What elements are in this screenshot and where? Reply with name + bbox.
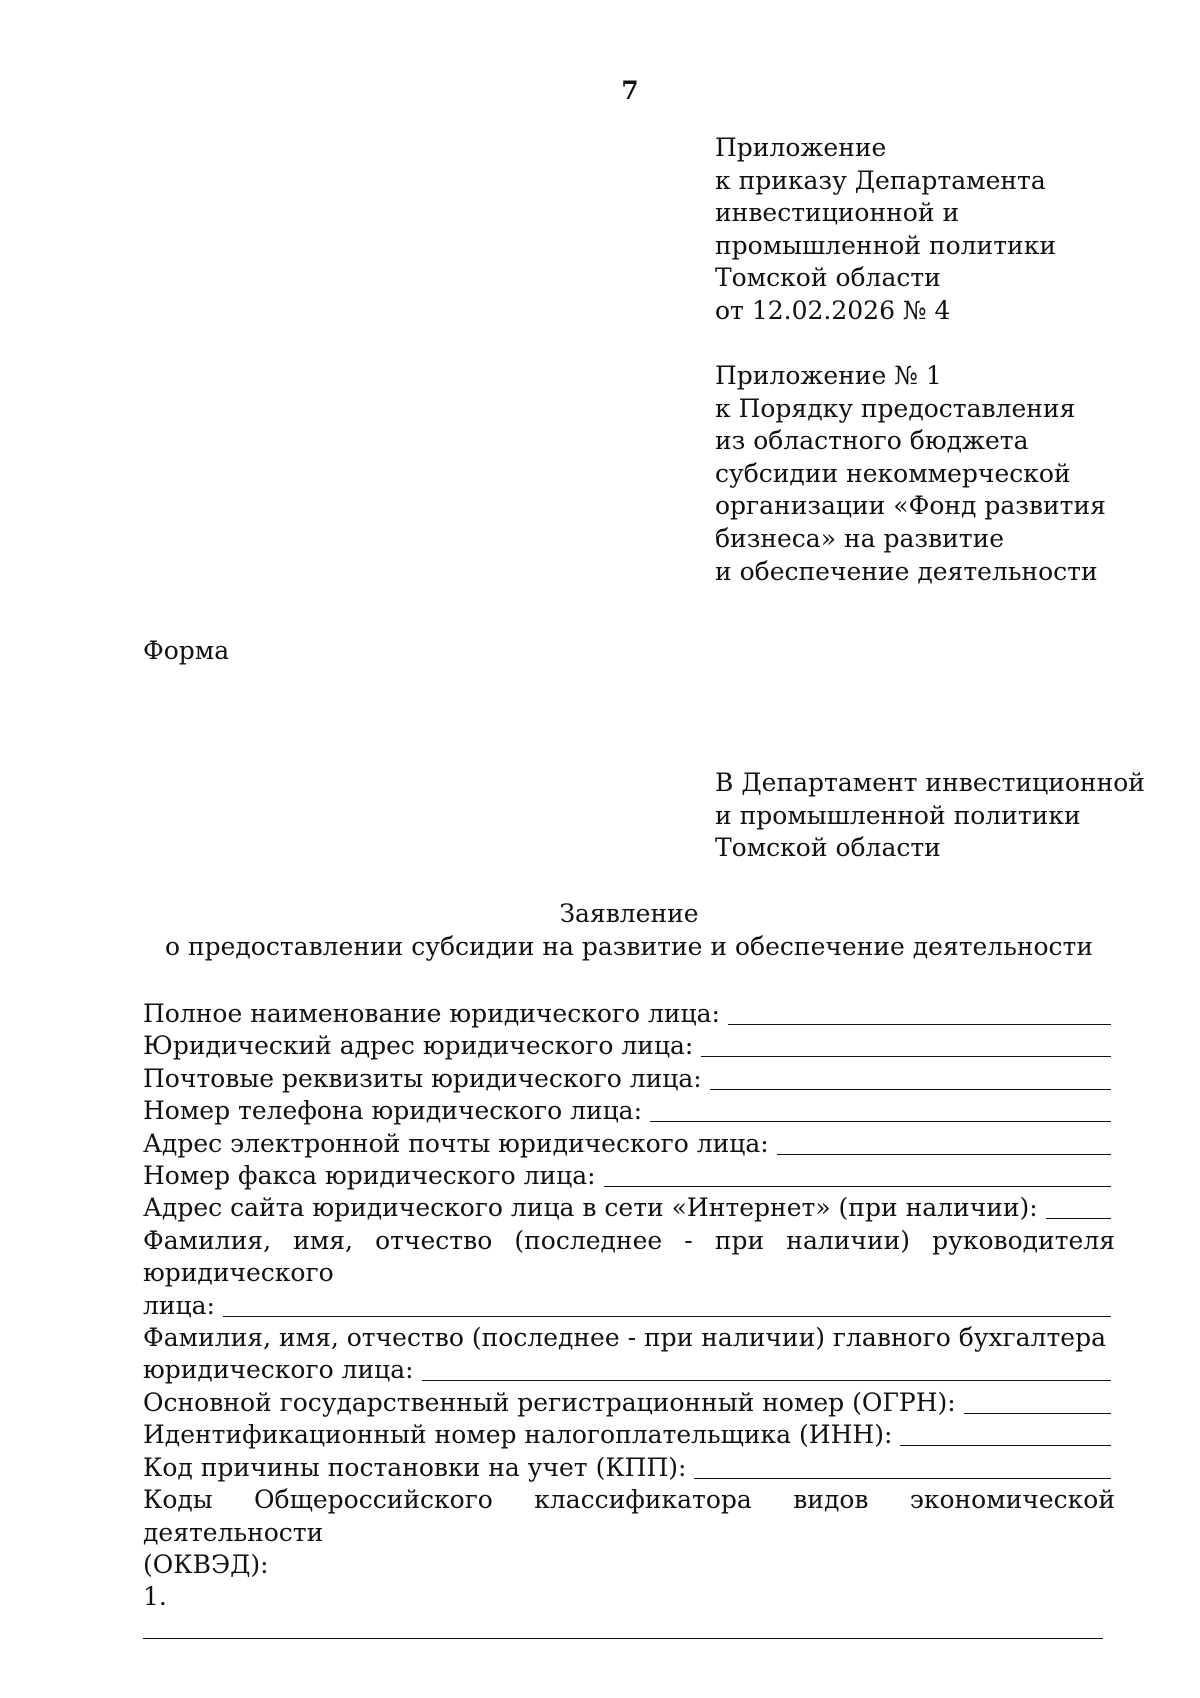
field-inn <box>143 1419 1115 1451</box>
field-kpp <box>143 1452 1115 1484</box>
addressee-block <box>715 767 1185 865</box>
field-label: Адрес электронной почты юридического лица: <box>143 1128 769 1158</box>
field-label: Номер телефона юридического лица: <box>143 1096 643 1126</box>
addressee-line: Томской области <box>715 833 941 863</box>
field-head-line-2 <box>143 1290 1115 1322</box>
document-title <box>143 898 1115 963</box>
field-label: Адрес сайта юридического лица в сети «Интернет» (при наличии): <box>143 1193 1038 1223</box>
field-label: Основной государственный регистрационный номер (ОГРН): <box>143 1387 956 1417</box>
ogrn-blank[interactable] <box>964 1412 1111 1414</box>
field-website <box>143 1192 1115 1224</box>
field-okved-line-1: Коды Общероссийского классификатора видов экономической деятельности <box>143 1485 1115 1547</box>
field-head-line-1: Фамилия, имя, отчество (последнее - при наличии) руководителя юридического <box>143 1225 1115 1288</box>
website-blank[interactable] <box>1046 1217 1111 1219</box>
addressee-line: и промышленной политики <box>715 800 1081 830</box>
appendix-order-line: Приложение <box>715 133 887 162</box>
field-label: юридического лица: <box>143 1355 414 1385</box>
appendix-order-line: промышленной политики <box>715 230 1057 260</box>
appendix-procedure-line: Приложение № 1 <box>715 361 942 390</box>
appendix-order-line: Томской области <box>715 263 941 293</box>
okved-item-1-blank[interactable] <box>143 1618 1103 1639</box>
fax-blank[interactable] <box>604 1185 1111 1187</box>
field-fax <box>143 1160 1115 1192</box>
appendix-procedure-line: организации «Фонд развития <box>715 491 1106 521</box>
appendix-procedure-line: бизнеса» на развитие <box>715 523 1005 553</box>
field-email <box>143 1128 1115 1160</box>
title-line-2: о предоставлении субсидии на развитие и обеспечение деятельности <box>164 931 1094 961</box>
field-okved-line-2: (ОКВЭД): <box>143 1549 269 1579</box>
field-label: Полное наименование юридического лица: <box>143 999 720 1028</box>
field-accountant-line-2 <box>143 1354 1115 1386</box>
appendix-procedure-line: к Порядку предоставления <box>715 393 1076 423</box>
appendix-order-line: инвестиционной и <box>715 198 960 228</box>
page-number: 7 <box>621 76 639 105</box>
phone-blank[interactable] <box>650 1120 1111 1122</box>
okved-item-1: 1. <box>143 1582 167 1612</box>
field-label: Юридический адрес юридического лица: <box>143 1031 694 1061</box>
addressee-line: В Департамент инвестиционной <box>715 768 1145 797</box>
field-full-name <box>143 998 1115 1030</box>
appendix-procedure-line: и обеспечение деятельности <box>715 556 1098 586</box>
field-label: Почтовые реквизиты юридического лица: <box>143 1063 702 1093</box>
field-label: Код причины постановки на учет (КПП): <box>143 1452 687 1482</box>
field-accountant-line-1: Фамилия, имя, отчество (последнее - при наличии) главного бухгалтера <box>143 1323 1106 1353</box>
field-ogrn <box>143 1387 1115 1419</box>
kpp-blank[interactable] <box>694 1477 1111 1479</box>
appendix-order-line: к приказу Департамента <box>715 165 1046 195</box>
field-label: лица: <box>143 1290 215 1320</box>
application-fields <box>143 998 1115 1639</box>
field-label: Номер факса юридического лица: <box>143 1161 596 1191</box>
appendix-procedure-line: субсидии некоммерческой <box>715 458 1071 488</box>
title-line-1: Заявление <box>559 899 699 928</box>
full-name-blank[interactable] <box>728 1023 1111 1025</box>
field-label: Идентификационный номер налогоплательщика (ИНН): <box>143 1420 893 1450</box>
appendix-order-line: от 12.02.2026 № 4 <box>715 295 951 325</box>
appendix-procedure-block <box>715 360 1185 588</box>
postal-details-blank[interactable] <box>710 1088 1111 1090</box>
appendix-order-block <box>715 132 1185 328</box>
accountant-blank[interactable] <box>422 1379 1111 1381</box>
appendix-procedure-line: из областного бюджета <box>715 426 1029 456</box>
inn-blank[interactable] <box>900 1444 1111 1446</box>
form-label: Форма <box>143 636 230 665</box>
head-blank[interactable] <box>223 1315 1111 1317</box>
field-postal-details <box>143 1063 1115 1095</box>
field-legal-address <box>143 1030 1115 1062</box>
legal-address-blank[interactable] <box>701 1055 1111 1057</box>
email-blank[interactable] <box>777 1153 1111 1155</box>
field-phone <box>143 1095 1115 1127</box>
